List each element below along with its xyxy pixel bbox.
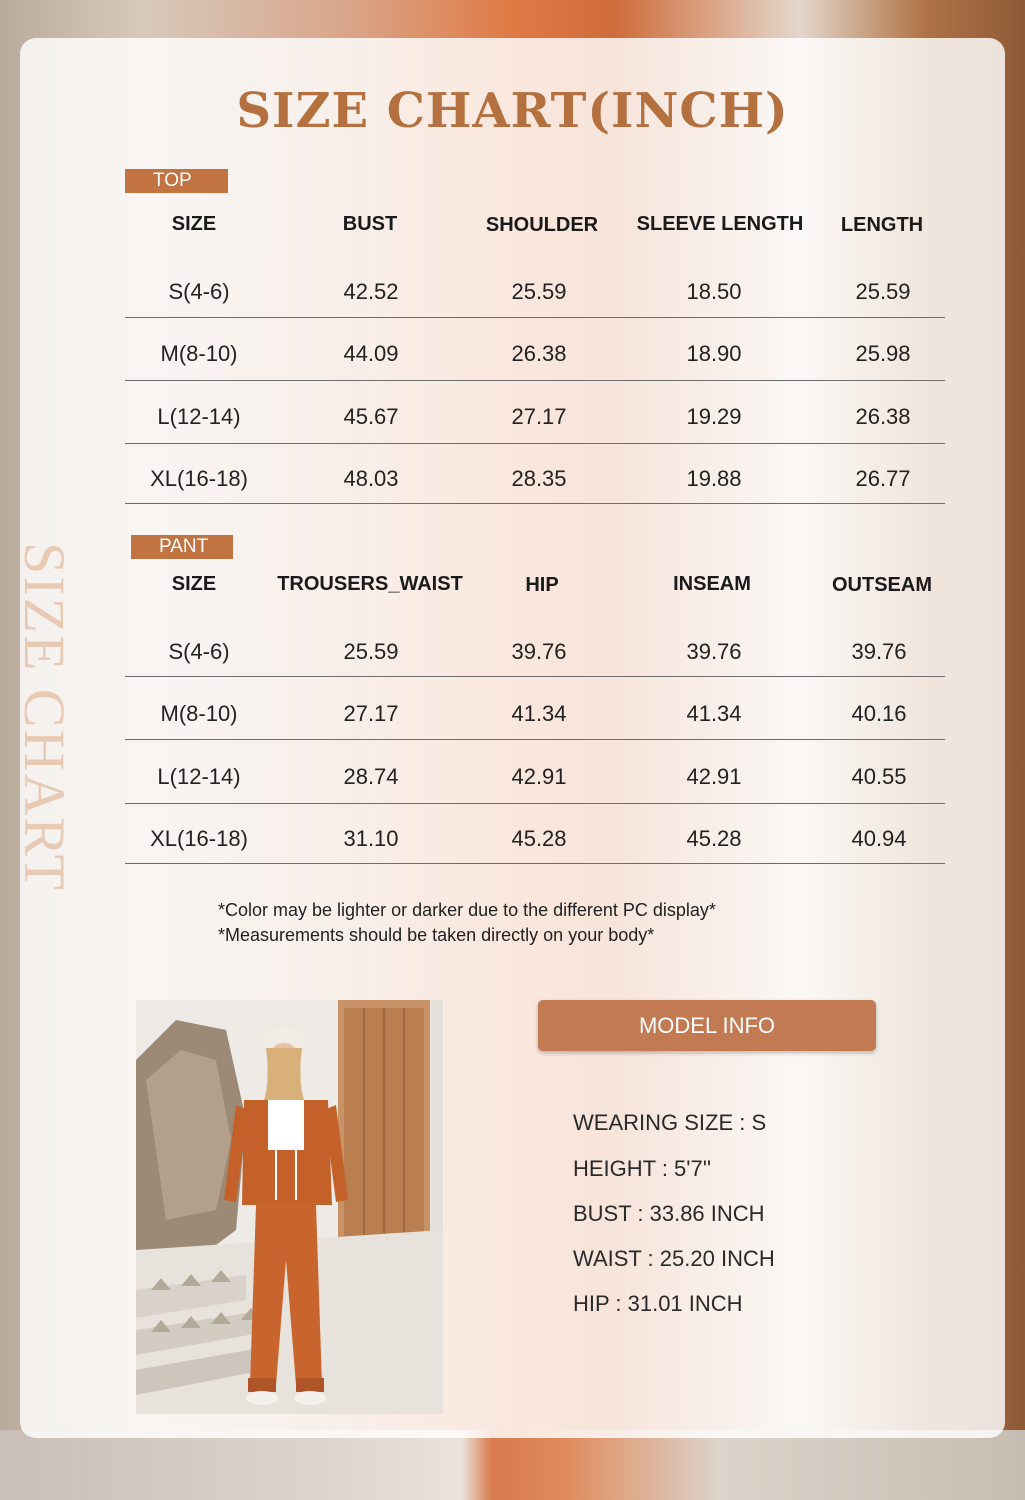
top-header-bust: BUST (342, 213, 398, 235)
note-measurements: *Measurements should be taken directly on your body* (218, 925, 655, 945)
pant-inseam-xl: 45.28 (686, 826, 742, 851)
pant-waist-xl: 31.10 (343, 826, 399, 851)
top-size-l: L(12-14) (157, 404, 241, 429)
row-divider (125, 503, 945, 504)
top-length-l: 26.38 (855, 404, 911, 429)
pant-outseam-xl: 40.94 (851, 826, 907, 851)
note-color: *Color may be lighter or darker due to the different PC display* (218, 900, 716, 920)
row-divider (125, 863, 945, 864)
pant-waist-s: 25.59 (343, 639, 399, 664)
pant-header-outseam: OUTSEAM (832, 574, 932, 596)
row-divider (125, 443, 945, 444)
top-bust-l: 45.67 (343, 404, 399, 429)
top-sleeve-l: 19.29 (686, 404, 742, 429)
top-header-size: SIZE (171, 213, 217, 235)
top-length-m: 25.98 (855, 341, 911, 366)
top-header-sleeve-length: SLEEVE LENGTH (636, 213, 804, 235)
top-length-xl: 26.77 (855, 466, 911, 491)
pant-size-l: L(12-14) (157, 764, 241, 789)
model-photo (136, 1000, 443, 1414)
vertical-side-title: SIZE CHART (12, 542, 77, 893)
model-wearing-size: WEARING SIZE : S (573, 1110, 767, 1135)
top-bust-s: 42.52 (343, 279, 399, 304)
pant-header-size: SIZE (171, 573, 217, 595)
top-tag: TOP (125, 169, 228, 193)
pant-inseam-s: 39.76 (686, 639, 742, 664)
model-waist: WAIST : 25.20 INCH (573, 1246, 775, 1271)
row-divider (125, 803, 945, 804)
pant-inseam-m: 41.34 (686, 701, 742, 726)
pant-hip-l: 42.91 (511, 764, 567, 789)
top-header-shoulder: SHOULDER (485, 214, 599, 236)
pant-hip-m: 41.34 (511, 701, 567, 726)
pant-waist-l: 28.74 (343, 764, 399, 789)
pant-size-s: S(4-6) (168, 639, 230, 664)
top-size-m: M(8-10) (160, 341, 238, 366)
model-info-button[interactable]: MODEL INFO (538, 1000, 876, 1051)
pant-outseam-m: 40.16 (851, 701, 907, 726)
row-divider (125, 380, 945, 381)
top-shoulder-m: 26.38 (511, 341, 567, 366)
top-sleeve-m: 18.90 (686, 341, 742, 366)
model-bust: BUST : 33.86 INCH (573, 1201, 765, 1226)
pant-size-m: M(8-10) (160, 701, 238, 726)
pant-header-hip: HIP (525, 574, 559, 596)
top-bust-m: 44.09 (343, 341, 399, 366)
model-hip: HIP : 31.01 INCH (573, 1291, 743, 1316)
row-divider (125, 739, 945, 740)
top-header-length: LENGTH (840, 214, 924, 236)
top-shoulder-s: 25.59 (511, 279, 567, 304)
top-shoulder-l: 27.17 (511, 404, 567, 429)
row-divider (125, 676, 945, 677)
top-sleeve-s: 18.50 (686, 279, 742, 304)
pant-size-xl: XL(16-18) (150, 826, 248, 851)
row-divider (125, 317, 945, 318)
pant-hip-xl: 45.28 (511, 826, 567, 851)
top-size-xl: XL(16-18) (150, 466, 248, 491)
background-photo (0, 1430, 1025, 1500)
page-title: SIZE CHART(INCH) (236, 83, 789, 139)
top-length-s: 25.59 (855, 279, 911, 304)
pant-header-inseam: INSEAM (673, 573, 751, 595)
pant-header-trousers-waist: TROUSERS_WAIST (277, 573, 463, 595)
pant-hip-s: 39.76 (511, 639, 567, 664)
model-illustration (136, 1000, 443, 1414)
top-bust-xl: 48.03 (343, 466, 399, 491)
pant-tag: PANT (131, 535, 233, 559)
pant-outseam-l: 40.55 (851, 764, 907, 789)
top-size-s: S(4-6) (168, 279, 230, 304)
model-height: HEIGHT : 5'7'' (573, 1156, 712, 1181)
top-shoulder-xl: 28.35 (511, 466, 567, 491)
pant-outseam-s: 39.76 (851, 639, 907, 664)
top-sleeve-xl: 19.88 (686, 466, 742, 491)
pant-inseam-l: 42.91 (686, 764, 742, 789)
pant-waist-m: 27.17 (343, 701, 399, 726)
